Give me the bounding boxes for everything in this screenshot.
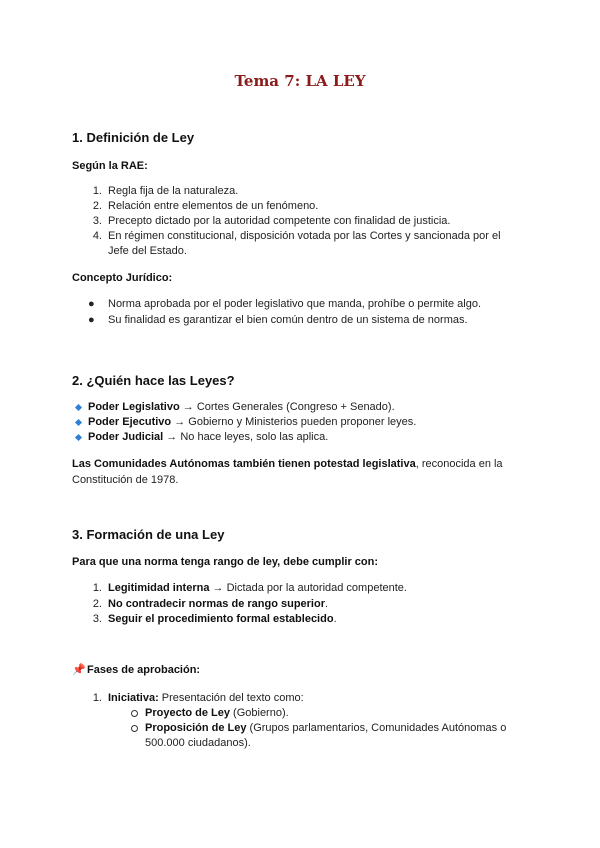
phases-label: 📌Fases de aprobación:	[72, 664, 201, 676]
document-page: Tema 7: LA LEY 1. Definición de Ley Según la RAE: 1. Regla fija de la naturaleza. 2. Relación entre elementos de un fenómeno. 3. Precepto dictado por la autoridad competente con finalidad de justicia. 4. En régimen constitucional, disposición votada por las Cortes y sancionada por el Jefe del Estado. Concepto Jurídico: ● Norma aprobada por el poder legislativo que manda, prohíbe o permite algo. ● Su finalidad es garantizar el bien común dentro de un sistema de normas. 2. ¿Quién hace las Leyes? Poder Legislativo → Cortes Generales (Congreso + Senado). Poder Ejecutivo → Gobierno y Ministerios pueden proponer leyes. Poder Judicial → No hace leyes, solo las aplica. Las Comunidades Autónomas también tienen potestad legislativa, reconocida en la Constitución de 1978. 3. Formación de una Ley Para que una norma tenga rango de ley, debe cumplir con: 1. Legitimidad interna → Dictada por la autoridad competente. 2. No contradecir normas de rango superior. 3. Seguir el procedimiento formal establecido. 📌Fases de aprobación: 1. Iniciativa: Presentación del texto como: Proyecto de Ley (Gobierno). Proposición de Ley (Grupos parlamentarios, Comunidades Autónomas o 500.000 ciudadanos).	[0, 0, 600, 848]
bullet-icon: ●	[88, 314, 95, 326]
diamond-bullet-icon	[75, 419, 82, 426]
circle-bullet-icon	[131, 710, 138, 717]
pushpin-icon: 📌	[72, 664, 86, 676]
diamond-bullet-icon	[75, 434, 82, 441]
document-title: Tema 7: LA LEY	[234, 72, 366, 90]
diamond-bullet-icon	[75, 404, 82, 411]
bullet-icon: ●	[88, 298, 95, 310]
section-2-heading: 2. ¿Quién hace las Leyes?	[72, 373, 235, 388]
section-1-heading: 1. Definición de Ley	[72, 130, 195, 145]
rae-label: Según la RAE:	[72, 160, 148, 172]
circle-bullet-icon	[131, 725, 138, 732]
section-3-heading: 3. Formación de una Ley	[72, 527, 225, 542]
requirements-intro: Para que una norma tenga rango de ley, debe cumplir con:	[72, 556, 379, 568]
autonomias-note: Las Comunidades Autónomas también tienen potestad legislativa, reconocida en la Constitución de 1978.	[72, 458, 503, 486]
juridico-label: Concepto Jurídico:	[72, 272, 173, 284]
